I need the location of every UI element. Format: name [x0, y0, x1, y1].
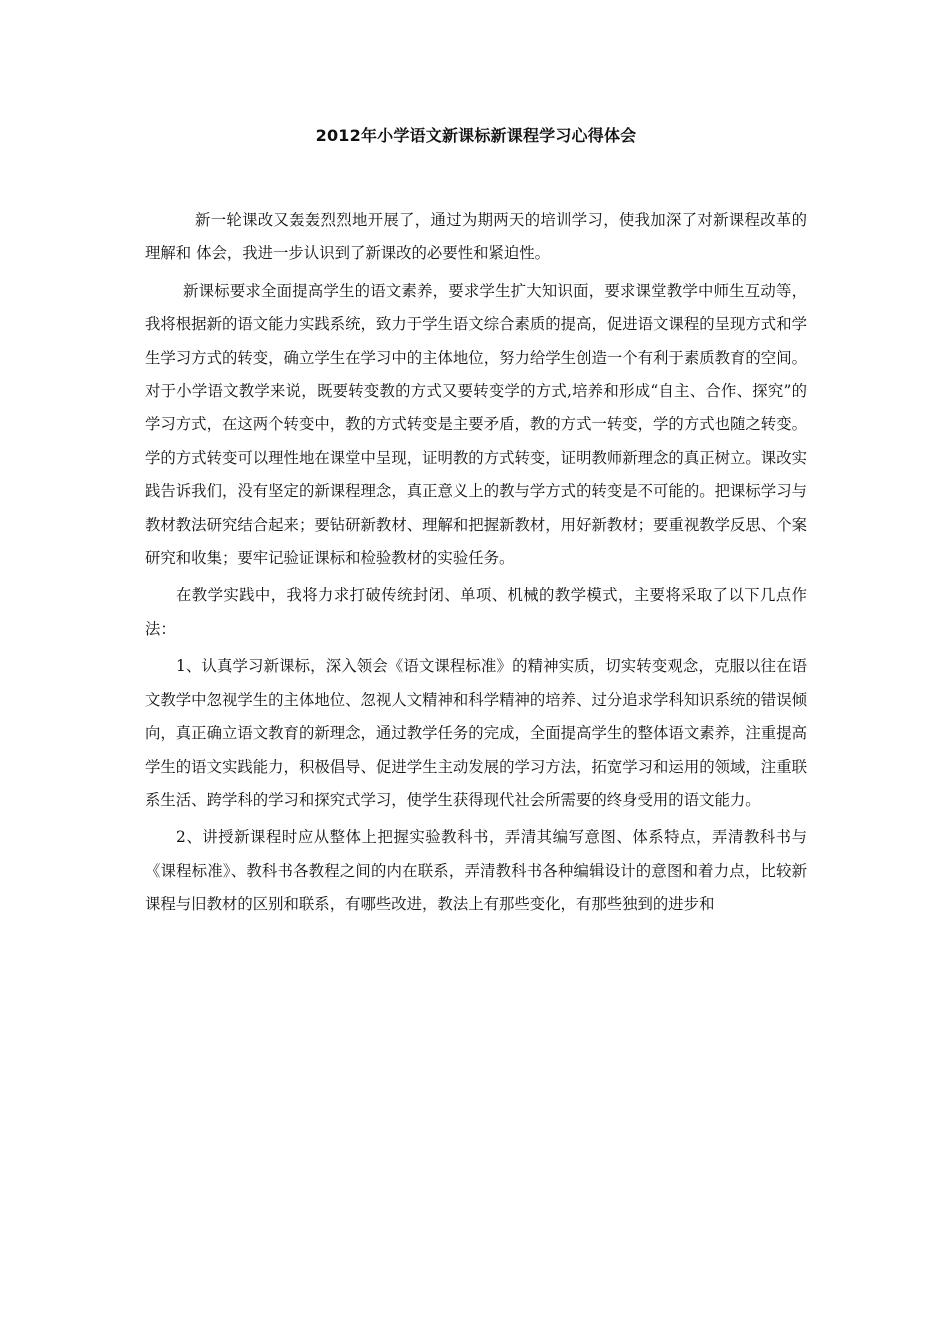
paragraph-intro: 新一轮课改又轰轰烈烈地开展了，通过为期两天的培训学习，使我加深了对新课程改革的理解和 体会，我进一步认识到了新课改的必要性和紧迫性。	[145, 211, 807, 263]
document-title: 2012年小学语文新课标新课程学习心得体会	[315, 126, 637, 145]
paragraph-point-2: 2、讲授新课程时应从整体上把握实验教科书，弄清其编写意图、体系特点，弄清教科书与《课程标准》、教科书各教程之间的内在联系，弄清教科书各种编辑设计的意图和着力点，比较新课程与旧教材的区别和联系，有哪些改进，教法上有那些变化，有那些独到的进步和	[145, 828, 807, 914]
document-text	[145, 204, 807, 926]
paragraph-teaching-practice: 在教学实践中，我将力求打破传统封闭、单项、机械的教学模式，主要将采取了以下几点作法：	[145, 586, 807, 638]
paragraph-curriculum-standard: 新课标要求全面提高学生的语文素养，要求学生扩大知识面，要求课堂教学中师生互动等，我将根据新的语文能力实践系统，致力于学生语文综合素质的提高，促进语文课程的呈现方式和学生学习方式的转变，确立学生在学习中的主体地位，努力给学生创造一个有利于素质教育的空间。对于小学语文教学来说，既要转变教的方式又要转变学的方式,培养和形成“自主、合作、探究”的学习方式，在这两个转变中，教的方式转变是主要矛盾，教的方式一转变，学的方式也随之转变。学的方式转变可以理性地在课堂中呈现，证明教的方式转变，证明教师新理念的真正树立。课改实践告诉我们，没有坚定的新课程理念，真正意义上的教与学方式的转变是不可能的。把课标学习与教材教法研究结合起来；要钻研新教材、理解和把握新教材，用好新教材；要重视教学反思、个案研究和收集；要牢记验证课标和检验教材的实验任务。	[145, 281, 807, 568]
paragraph-point-1: 1、认真学习新课标，深入领会《语文课程标准》的精神实质，切实转变观念，克服以往在语文教学中忽视学生的主体地位、忽视人文精神和科学精神的培养、过分追求学科知识系统的错误倾向，真正确立语文教育的新理念，通过教学任务的完成，全面提高学生的整体语文素养，注重提高学生的语文实践能力，积极倡导、促进学生主动发展的学习方法，拓宽学习和运用的领域，注重联系生活、跨学科的学习和探究式学习，使学生获得现代社会所需要的终身受用的语文能力。	[145, 657, 807, 809]
